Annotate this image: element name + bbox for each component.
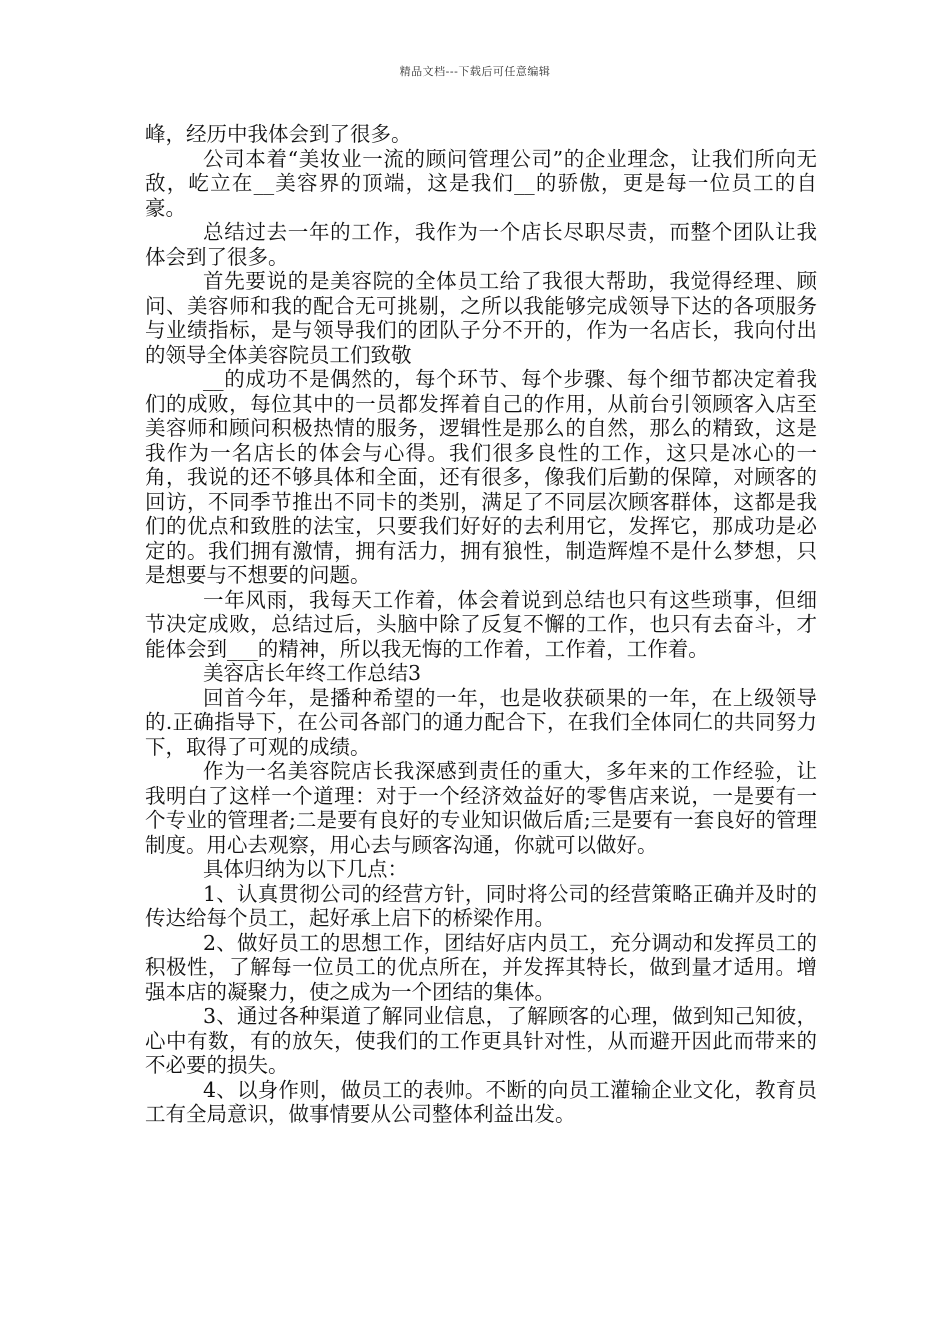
paragraph: 总结过去一年的工作，我作为一个店长尽职尽责，而整个团队让我体会到了很多。	[145, 220, 817, 269]
paragraph: 首先要说的是美容院的全体员工给了我很大帮助，我觉得经理、顾问、美容师和我的配合无可挑剔，之所以我能够完成领导下达的各项服务与业绩指标，是与领导我们的团队子分不开的，作为一名店长，我向付出的领导全体美容院员工们致敬	[145, 269, 817, 367]
paragraph: 一年风雨，我每天工作着，体会着说到总结也只有这些琐事，但细节决定成败，总结过后，头脑中除了反复不懈的工作，也只有去奋斗，才能体会到___的精神，所以我无悔的工作着，工作着，工作着。	[145, 587, 817, 661]
paragraph: 作为一名美容院店长我深感到责任的重大，多年来的工作经验，让我明白了这样一个道理：对于一个经济效益好的零售店来说，一是要有一个专业的管理者;二是要有良好的专业知识做后盾;三是要有一套良好的管理制度。用心去观察，用心去与顾客沟通，你就可以做好。	[145, 759, 817, 857]
document-body	[145, 122, 817, 1127]
page-header: 精品文档---下载后可任意编辑	[399, 65, 551, 78]
list-item: 2、做好员工的思想工作，团结好店内员工，充分调动和发挥员工的积极性，了解每一位员工的优点所在，并发挥其特长，做到量才适用。增强本店的凝聚力，使之成为一个团结的集体。	[145, 930, 817, 1004]
list-item: 1、认真贯彻公司的经营方针，同时将公司的经营策略正确并及时的传达给每个员工，起好承上启下的桥梁作用。	[145, 881, 817, 930]
paragraph: 具体归纳为以下几点：	[203, 857, 408, 881]
section-heading: 美容店长年终工作总结3	[203, 661, 422, 685]
paragraph: 公司本着“美妆业一流的顾问管理公司”的企业理念，让我们所向无敌，屹立在__美容界的顶端，这是我们__的骄傲，更是每一位员工的自豪。	[145, 146, 817, 220]
paragraph: __的成功不是偶然的，每个环节、每个步骤、每个细节都决定着我们的成败，每位其中的一员都发挥着自己的作用，从前台引领顾客入店至美容师和顾问积极热情的服务，逻辑性是那么的自然，那么的精致，这是我作为一名店长的体会与心得。我们很多良性的工作，这只是冰心的一角，我说的还不够具体和全面，还有很多，像我们后勤的保障，对顾客的回访，不同季节推出不同卡的类别，满足了不同层次顾客群体，这都是我们的优点和致胜的法宝，只要我们好好的去利用它，发挥它，那成功是必定的。我们拥有激情，拥有活力，拥有狼性，制造辉煌不是什么梦想，只是想要与不想要的问题。	[145, 367, 817, 587]
paragraph: 回首今年，是播种希望的一年，也是收获硕果的一年，在上级领导的.正确指导下，在公司各部门的通力配合下，在我们全体同仁的共同努力下，取得了可观的成绩。	[145, 685, 817, 759]
list-item: 4、以身作则，做员工的表帅。不断的向员工灌输企业文化，教育员工有全局意识，做事情要从公司整体利益出发。	[145, 1077, 817, 1126]
list-item: 3、通过各种渠道了解同业信息，了解顾客的心理，做到知己知彼，心中有数，有的放矢，使我们的工作更具针对性，从而避开因此而带来的不必要的损失。	[145, 1004, 817, 1077]
paragraph: 峰，经历中我体会到了很多。	[145, 122, 412, 146]
